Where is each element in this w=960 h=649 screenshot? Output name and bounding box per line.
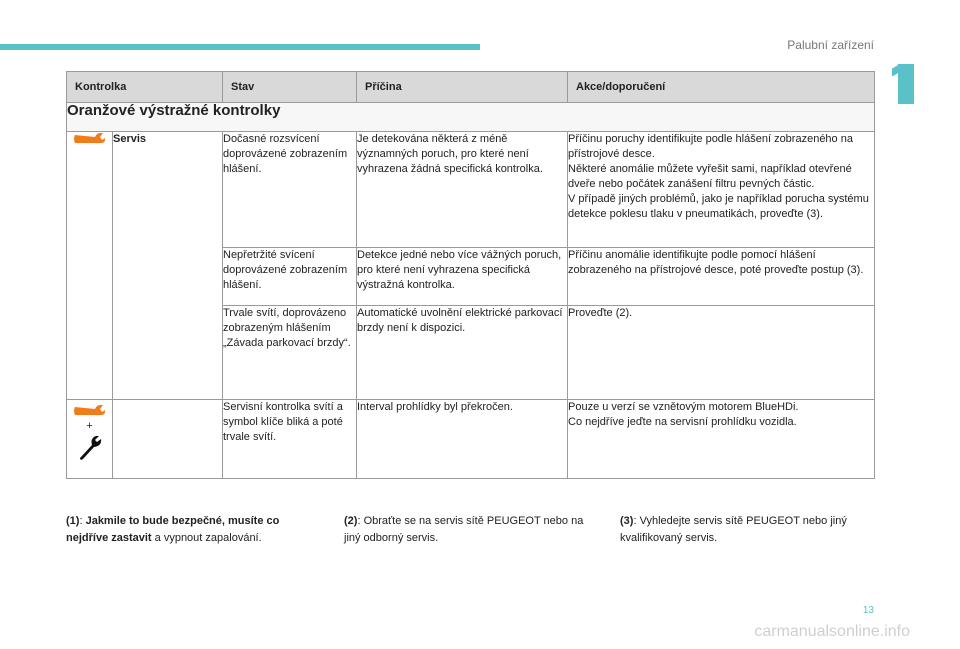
footnote-1: (1): Jakmile to bude bezpečné, musíte co nejdříve zastavit a vypnout zapalování.: [66, 515, 280, 544]
column-header-state: Stav: [223, 72, 357, 103]
page-number: 13: [862, 605, 874, 616]
footnote-label: (3): [620, 515, 634, 527]
plus-sign: +: [86, 420, 93, 432]
column-header-indicator: Kontrolka: [67, 72, 223, 103]
footnote-text: a vypnout zapalování.: [151, 532, 262, 544]
action-cell: Proveďte (2).: [568, 306, 875, 400]
cause-cell: Detekce jedné nebo více vážných poruch, pro které není vyhrazena specifická výstražná kontrolka.: [357, 248, 568, 306]
header-accent-bar: [0, 44, 480, 50]
cause-cell: Interval prohlídky byl překročen.: [357, 400, 568, 479]
indicator-icon-cell: [67, 400, 113, 479]
footnote-2: [344, 513, 594, 547]
footnote-label: (1): [66, 515, 80, 527]
chapter-marker: [898, 64, 914, 104]
cause-cell: Automatické uvolnění elektrické parkovací brzdy není k dispozici.: [357, 306, 568, 400]
wrench-orange-icon: [67, 132, 112, 146]
footnote-label: (2): [344, 515, 358, 527]
column-header-action: Akce/doporučení: [568, 72, 875, 103]
action-cell: Příčinu anomálie identifikujte podle pomocí hlášení zobrazeného na přístrojové desce, poté proveďte postup (3).: [568, 248, 875, 306]
watermark: carmanualsonline.info: [754, 623, 910, 640]
action-cell: Příčinu poruchy identifikujte podle hlášení zobrazeného na přístrojové desce. Některé anomálie můžete vyřešit sami, například otevřené dveře nebo počátek zanášení filtru pevných částic. V případě jiných problémů, jako je například porucha systému detekce poklesu tlaku v pneumatikách, proveďte (3).: [568, 132, 875, 248]
column-header-cause: Příčina: [357, 72, 568, 103]
state-cell: Servisní kontrolka svítí a symbol klíče bliká a poté trvale svítí.: [223, 400, 357, 479]
section-heading: Oranžové výstražné kontrolky: [67, 103, 875, 132]
footnote-bold: Jakmile to bude bezpečné, musíte co nejdříve zastavit: [66, 515, 280, 544]
wrench-orange-icon: [67, 404, 112, 418]
indicator-name-empty: [113, 400, 223, 479]
action-cell: Pouze u verzí se vznětovým motorem BlueHDi. Co nejdříve jeďte na servisní prohlídku vozidla.: [568, 400, 875, 479]
wrench-black-icon: [67, 434, 112, 460]
footnote-text: : Vyhledejte servis sítě PEUGEOT nebo jiný kvalifikovaný servis.: [620, 515, 847, 544]
footnote-text: : Obraťte se na servis sítě PEUGEOT nebo na jiný odborný servis.: [344, 515, 584, 544]
cause-cell: Je detekována některá z méně významných poruch, pro které není vyhrazena žádná specifická kontrolka.: [357, 132, 568, 248]
footnote-3: [620, 513, 880, 547]
section-title: Palubní zařízení: [787, 38, 874, 52]
state-cell: Nepřetržité svícení doprovázené zobrazením hlášení.: [223, 248, 357, 306]
state-cell: Dočasné rozsvícení doprovázené zobrazením hlášení.: [223, 132, 357, 248]
state-cell: Trvale svítí, doprovázeno zobrazeným hlášením „Závada parkovací brzdy“.: [223, 306, 357, 400]
indicator-name: Servis: [113, 132, 223, 400]
indicator-icon-cell: [67, 132, 113, 400]
warning-lights-table: [66, 71, 875, 479]
